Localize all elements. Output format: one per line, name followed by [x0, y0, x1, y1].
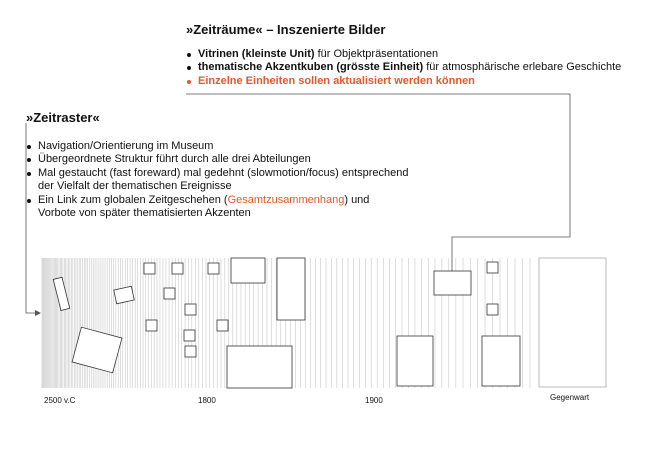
zeitraster-item4-after: ) und: [344, 193, 370, 206]
zeitraster-item4-before: Ein Link zum globalen Zeitgeschehen (: [38, 193, 228, 206]
zeitraster-item-struktur: Übergeordnete Struktur führt durch alle drei Abteilungen: [26, 153, 506, 166]
unit-box: [208, 263, 219, 274]
timeline-label-1800: 1800: [198, 396, 216, 405]
unit-box: [184, 330, 195, 341]
unit-box: [185, 346, 196, 357]
zeitraeume-title: »Zeiträume« – Inszenierte Bilder: [186, 22, 386, 37]
zeitraeume-item-rest: für atmosphärische erlebare Geschichte: [423, 61, 622, 74]
unit-box: [482, 336, 520, 386]
unit-box: [185, 304, 196, 315]
timeline-label-1900: 1900: [365, 396, 383, 405]
arrow-head-right-icon: [35, 310, 41, 316]
zeitraeume-item-accent: Einzelne Einheiten sollen aktualisiert werden können: [186, 75, 646, 88]
zeitraeume-item-bold: thematische Akzentkuben (grösste Einheit): [198, 61, 424, 74]
zeitraster-title: »Zeitraster«: [26, 110, 100, 125]
unit-box: [397, 336, 433, 386]
zeitraster-item3-line1: Mal gestaucht (fast foreward) mal gedehnt (slowmotion/focus) entsprechend: [38, 166, 409, 179]
zeitraster-item4-highlight: Gesamtzusammenhang: [227, 193, 345, 206]
exhibit-units: [53, 258, 606, 388]
unit-box: [487, 262, 498, 273]
zeitraeume-item-bold: Vitrinen (kleinste Unit): [198, 48, 315, 60]
unit-box: [72, 327, 122, 373]
unit-box: [164, 288, 175, 299]
unit-box: [114, 286, 135, 303]
unit-box: [217, 320, 228, 331]
zeitraster-item4-line2: Vorbote von später thematisierten Akzenten: [38, 207, 251, 220]
unit-box: [172, 263, 183, 274]
unit-box: [487, 304, 498, 315]
connector-zeitraster: [26, 123, 37, 313]
unit-box: [146, 320, 157, 331]
unit-box: [231, 258, 265, 283]
unit-box-gegenwart: [539, 258, 606, 387]
zeitraster-item-navigation: Navigation/Orientierung im Museum: [26, 140, 506, 153]
zeitraster-item3-line2: der Vielfalt der thematischen Ereignisse: [38, 180, 232, 193]
zeitraeume-item-rest: für Objektpräsentationen: [314, 48, 439, 60]
unit-box: [144, 263, 155, 274]
timeline-label-gegenwart: Gegenwart: [550, 393, 590, 402]
unit-box: [277, 258, 305, 320]
connector-zeitraeume: [186, 94, 570, 285]
unit-box: [227, 346, 292, 388]
timeline-label-start: 2500 v.C: [44, 396, 76, 405]
unit-box: [434, 271, 471, 295]
